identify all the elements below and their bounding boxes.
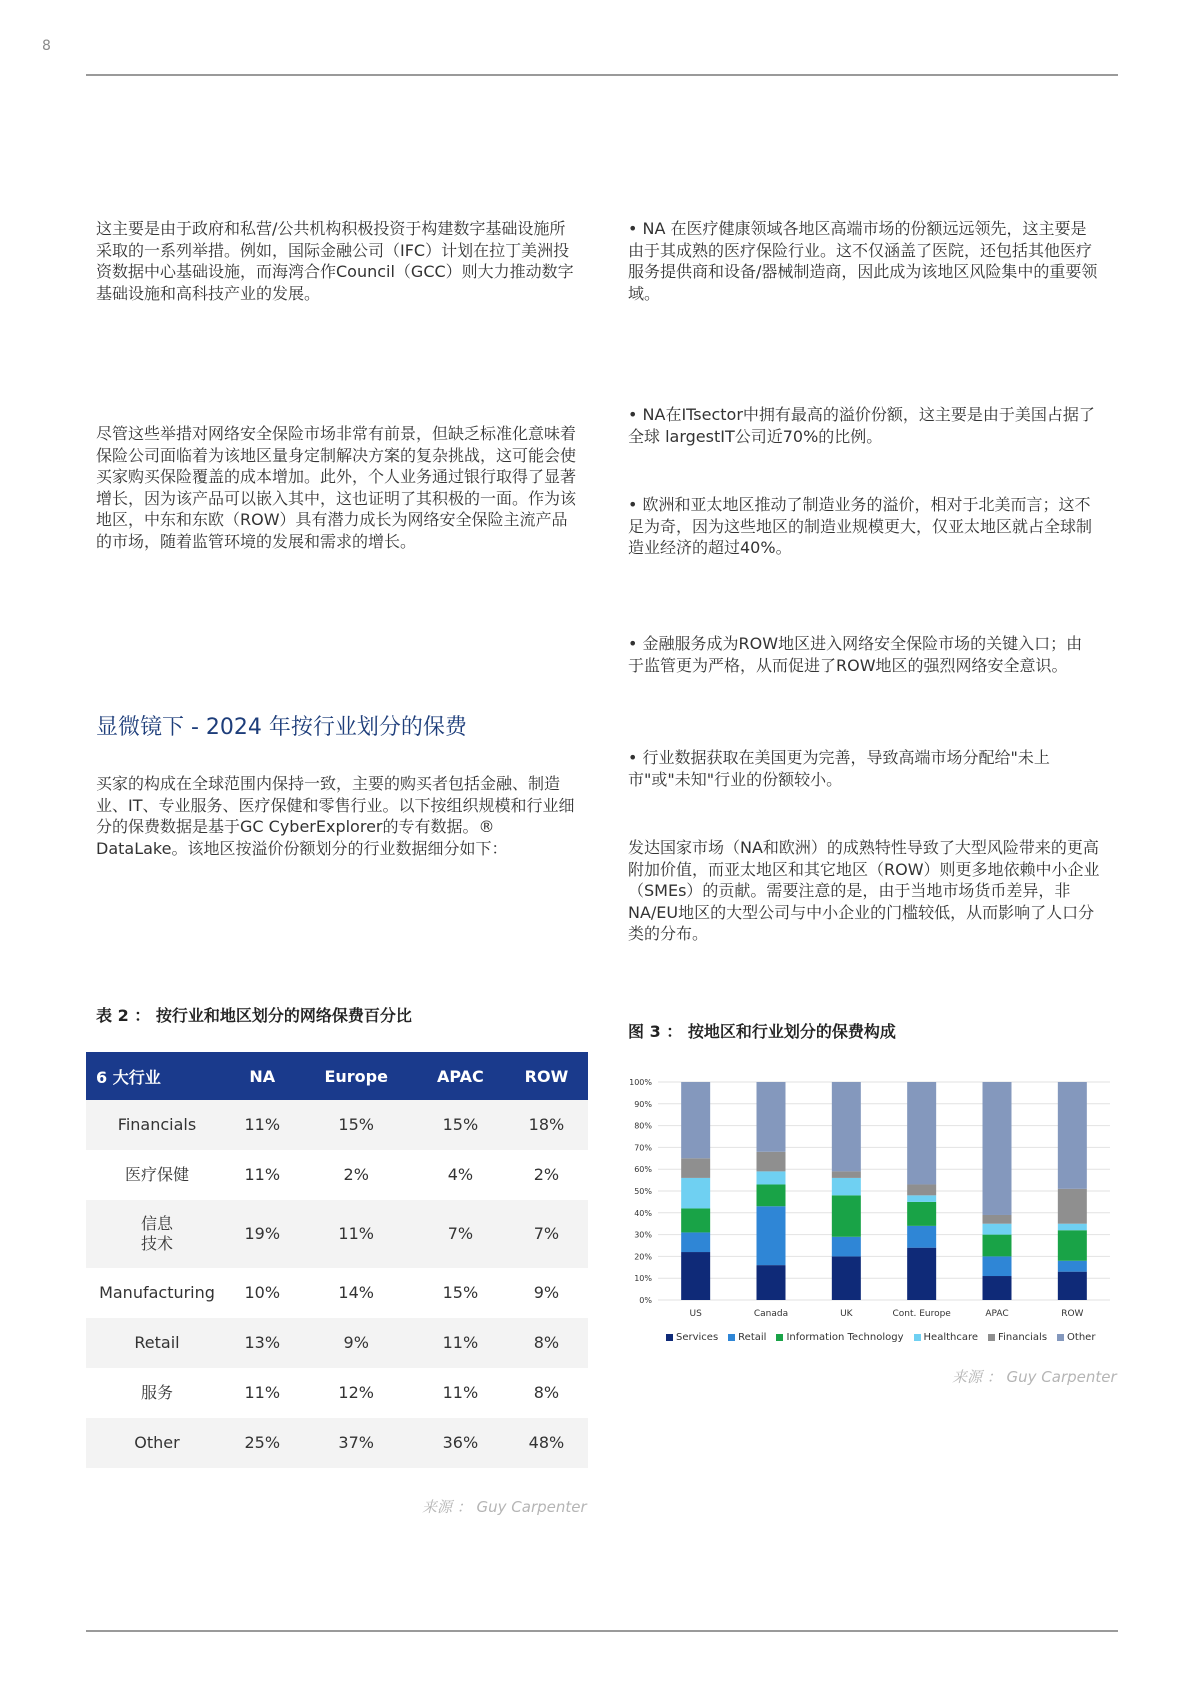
industry-cell: Financials: [86, 1100, 228, 1150]
y-tick-label: 70%: [634, 1143, 652, 1153]
x-tick-label: ROW: [1061, 1309, 1084, 1319]
bar-segment: [681, 1178, 710, 1209]
y-tick-label: 80%: [634, 1121, 652, 1131]
header-europe: Europe: [296, 1052, 415, 1100]
bar-segment: [832, 1237, 861, 1257]
legend-swatch: [988, 1334, 995, 1341]
value-cell: 14%: [338, 1283, 374, 1302]
bar-segment: [1058, 1230, 1087, 1261]
bar-segment: [1058, 1261, 1087, 1272]
bar-segment: [681, 1252, 710, 1300]
bullet-data-availability: • 行业数据获取在美国更为完善，导致高端市场分配给"未上市"或"未知"行业的份额较小。: [628, 747, 1098, 790]
table-row: [86, 1150, 588, 1200]
legend-swatch: [666, 1334, 673, 1341]
header-row: ROW: [505, 1052, 588, 1100]
legend-label: Healthcare: [923, 1332, 979, 1343]
header-industry: 6 大行业: [86, 1052, 228, 1100]
value-cell: 48%: [505, 1418, 588, 1468]
legend-entry: [776, 1332, 903, 1343]
bar-segment: [757, 1206, 786, 1265]
industry-cell: 服务: [140, 1383, 173, 1402]
value-cell: 36%: [416, 1418, 505, 1468]
bar-segment: [1058, 1224, 1087, 1231]
value-cell: 15%: [416, 1100, 505, 1150]
bullet-manufacturing: • 欧洲和亚太地区推动了制造业务的溢价，相对于北美而言；这不足为奇，因为这些地区的制造业规模更大，仅亚太地区就占全球制造业经济的超过40%。: [628, 494, 1098, 559]
y-tick-label: 100%: [629, 1078, 652, 1087]
header-apac: APAC: [416, 1052, 505, 1100]
bullet-healthcare: • NA 在医疗健康领域各地区高端市场的份额远远领先，这主要是由于其成熟的医疗保险行业。这不仅涵盖了医院，还包括其他医疗服务提供商和设备/器械制造商，因此成为该地区风险集中的重要领域。: [628, 218, 1098, 304]
bar-segment: [832, 1178, 861, 1195]
y-tick-label: 20%: [634, 1252, 652, 1262]
table-row: [86, 1418, 588, 1468]
legend-entry: [728, 1332, 766, 1343]
bar-segment: [757, 1171, 786, 1184]
table-row: [86, 1200, 588, 1268]
value-cell: 7%: [416, 1200, 505, 1268]
value-cell: 8%: [505, 1318, 588, 1368]
bar-segment: [983, 1224, 1012, 1235]
bar-segment: [983, 1256, 1012, 1276]
bar-segment: [681, 1158, 710, 1178]
table-header-row: [86, 1052, 588, 1100]
value-cell: 2%: [533, 1165, 560, 1184]
legend-label: Other: [1067, 1332, 1096, 1343]
bar-segment: [832, 1082, 861, 1171]
bar-segment: [983, 1082, 1012, 1215]
value-cell: 11%: [416, 1318, 505, 1368]
legend-entry: [914, 1332, 979, 1343]
value-cell: 9%: [296, 1318, 415, 1368]
industry-cell-text: 信息 技术: [140, 1214, 173, 1253]
value-cell: 9%: [533, 1283, 560, 1302]
value-cell: 8%: [533, 1383, 560, 1402]
legend-swatch: [728, 1334, 735, 1341]
y-tick-label: 30%: [634, 1230, 652, 1240]
bar-segment: [832, 1195, 861, 1236]
industry-cell: Other: [86, 1418, 228, 1468]
bar-segment: [907, 1195, 936, 1202]
bar-segment: [983, 1235, 1012, 1257]
premium-table: [86, 1052, 588, 1468]
x-tick-label: UK: [840, 1309, 853, 1319]
bar-segment: [983, 1276, 1012, 1300]
chart-legend: [666, 1332, 1095, 1343]
legend-swatch: [914, 1334, 921, 1341]
value-cell: 11%: [244, 1165, 281, 1184]
y-tick-label: 60%: [634, 1165, 652, 1175]
x-tick-label: Cont. Europe: [892, 1309, 951, 1319]
value-cell: 19%: [228, 1200, 296, 1268]
y-tick-label: 10%: [634, 1274, 652, 1284]
y-tick-label: 90%: [634, 1099, 652, 1109]
top-rule: [86, 74, 1118, 76]
legend-entry: [666, 1332, 718, 1343]
bar-segment: [907, 1226, 936, 1248]
y-tick-label: 0%: [639, 1296, 652, 1305]
bullet-it: • NA在ITsector中拥有最高的溢价份额，这主要是由于美国占据了全球 largestIT公司近70%的比例。: [628, 404, 1098, 447]
page-number: 8: [42, 38, 51, 54]
table-row: [86, 1368, 588, 1418]
value-cell: 37%: [296, 1418, 415, 1468]
left-paragraph-3: 买家的构成在全球范围内保持一致，主要的购买者包括金融、制造业、IT、专业服务、医疗保健和零售行业。以下按组织规模和行业细分的保费数据是基于GC CyberExplorer的专有数据。® DataLake。该地区按溢价份额划分的行业数据细分如下：: [96, 774, 575, 858]
legend-label: Information Technology: [786, 1332, 904, 1343]
bottom-rule: [86, 1630, 1118, 1632]
legend-label: Retail: [738, 1332, 767, 1343]
bar-segment: [757, 1152, 786, 1172]
industry-cell: 医疗保健: [124, 1165, 189, 1184]
table-row: [86, 1318, 588, 1368]
x-tick-label: Canada: [753, 1309, 789, 1319]
figure-caption: 图 3 ： 按地区和行业划分的保费构成: [628, 1022, 896, 1041]
legend-entry: [1057, 1332, 1095, 1343]
bullet-financials: • 金融服务成为ROW地区进入网络安全保险市场的关键入口；由于监管更为严格，从而促进了ROW地区的强烈网络安全意识。: [628, 633, 1098, 676]
figure-source: 来源 ： Guy Carpenter: [952, 1368, 1117, 1386]
bar-segment: [983, 1215, 1012, 1224]
table-source: 来源 ： Guy Carpenter: [422, 1498, 587, 1516]
value-cell: 2%: [343, 1165, 369, 1184]
bar-segment: [832, 1256, 861, 1300]
stacked-bar-chart: [618, 1074, 1118, 1324]
value-cell: 10%: [244, 1283, 281, 1302]
value-cell: 11%: [296, 1200, 415, 1268]
value-cell: 13%: [228, 1318, 296, 1368]
table-row: [86, 1100, 588, 1150]
left-paragraph-1: 这主要是由于政府和私营/公共机构积极投资于构建数字基础设施所采取的一系列举措。例如，国际金融公司（IFC）计划在拉丁美洲投资数据中心基础设施，而海湾合作Council（GCC）则大力推动数字基础设施和高科技产业的发展。: [96, 219, 574, 303]
table-caption: 表 2 ： 按行业和地区划分的网络保费百分比: [96, 1006, 412, 1025]
y-tick-label: 50%: [634, 1187, 652, 1196]
legend-swatch: [1057, 1334, 1064, 1341]
value-cell: 7%: [505, 1200, 588, 1268]
bar-segment: [1058, 1189, 1087, 1224]
value-cell: 25%: [228, 1418, 296, 1468]
bar-segment: [681, 1232, 710, 1252]
bar-segment: [681, 1208, 710, 1232]
x-tick-label: US: [689, 1309, 702, 1319]
value-cell: 15%: [442, 1283, 479, 1302]
value-cell: 12%: [338, 1383, 374, 1402]
bar-segment: [1058, 1272, 1087, 1300]
bar-segment: [681, 1082, 710, 1158]
value-cell: 11%: [228, 1100, 296, 1150]
right-paragraph-markets: 发达国家市场（NA和欧洲）的成熟特性导致了大型风险带来的更高附加价值，而亚太地区和其它地区（ROW）则更多地依赖中小企业（SMEs）的贡献。需要注意的是，由于当地市场货币差异，非NA/EU地区的大型公司与中小企业的门槛较低，从而影响了人口分类的分布。: [628, 838, 1100, 943]
table-row: [86, 1268, 588, 1318]
value-cell: 15%: [296, 1100, 415, 1150]
bar-segment: [907, 1248, 936, 1300]
bar-segment: [832, 1171, 861, 1178]
legend-entry: [988, 1332, 1047, 1343]
industry-cell: Retail: [86, 1318, 228, 1368]
legend-label: Financials: [998, 1332, 1048, 1343]
header-na: NA: [228, 1052, 296, 1100]
industry-cell: Manufacturing: [99, 1283, 215, 1302]
value-cell: 11%: [442, 1383, 479, 1402]
bar-segment: [907, 1202, 936, 1226]
y-tick-label: 40%: [634, 1208, 652, 1218]
value-cell: 11%: [244, 1383, 281, 1402]
bar-segment: [907, 1184, 936, 1195]
value-cell: 4%: [447, 1165, 474, 1184]
x-tick-label: APAC: [985, 1309, 1009, 1319]
bar-segment: [757, 1184, 786, 1206]
industry-cell: [86, 1200, 228, 1268]
legend-label: Services: [676, 1332, 719, 1343]
bar-segment: [757, 1082, 786, 1152]
left-paragraph-2: 尽管这些举措对网络安全保险市场非常有前景，但缺乏标准化意味着保险公司面临着为该地区量身定制解决方案的复杂挑战，这可能会使买家购买保险覆盖的成本增加。此外，个人业务通过银行取得了显著增长，因为该产品可以嵌入其中，这也证明了其积极的一面。作为该地区，中东和东欧（ROW）具有潜力成长为网络安全保险主流产品的市场，随着监管环境的发展和需求的增长。: [96, 424, 577, 551]
bar-segment: [757, 1265, 786, 1300]
bar-segment: [907, 1082, 936, 1184]
section-title: 显微镜下 - 2024 年按行业划分的保费: [96, 715, 467, 740]
legend-swatch: [776, 1334, 783, 1341]
value-cell: 18%: [505, 1100, 588, 1150]
bar-segment: [1058, 1082, 1087, 1189]
